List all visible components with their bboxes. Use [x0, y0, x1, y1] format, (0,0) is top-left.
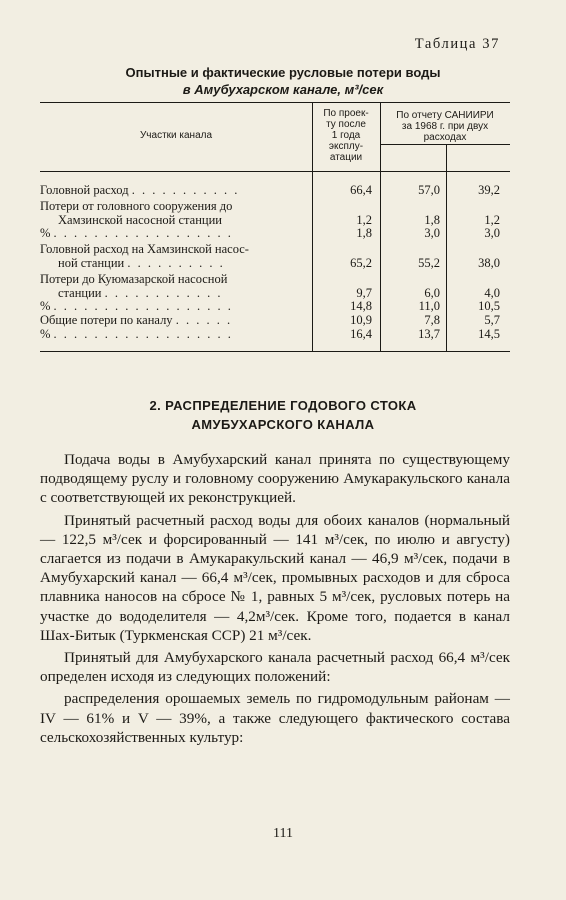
paragraph-2: Принятый расчетный расход воды для обоих каналов (нормальный — 122,5 м³/сек и форсированный — 141 м³/сек, по июлю и августу) слагается из подачи в Амукаракульский канал — 46,9 м³/сек, подачи в Амубухарский канал — 66,4 м³/сек, промывных расходов и для сброса плавника наносов на сбросе № 1, равных 5 м³/сек, русловых потерь на участке до вододелителя — 4,2м³/сек. Кроме того, подается в канал Шах-Битык (Туркменская ССР) 21 м³/сек. [40, 511, 510, 644]
table-top-rule [40, 102, 510, 103]
row-label-text: % [40, 327, 51, 341]
row-label-text: % [40, 300, 51, 314]
row-label-line [40, 314, 302, 328]
row-label [40, 243, 302, 271]
row-label-line [40, 227, 302, 241]
row-label-line [40, 184, 302, 198]
row-value-1: 65,2 [350, 255, 372, 270]
row-label [40, 227, 302, 241]
row-value-1: 9,7 [356, 285, 372, 300]
row-value-3: 3,0 [484, 226, 500, 241]
row-label-line: Потери от головного сооружения до [40, 199, 233, 213]
row-label-line [40, 287, 302, 301]
row-label-line: Хамзинской насосной станции [58, 213, 222, 227]
leader-dots: . . . . . . . . . . . . [104, 286, 223, 300]
leader-dots: . . . . . . . . . . [127, 256, 225, 270]
row-label-line: Потери до Куюмазарской насосной [40, 272, 228, 286]
losses-table [40, 102, 510, 352]
leader-dots: . . . . . . [175, 314, 233, 328]
table-row [40, 314, 510, 328]
row-label [40, 184, 302, 198]
body-text [40, 450, 510, 747]
row-label [40, 300, 302, 314]
section-heading-line-1: 2. РАСПРЕДЕЛЕНИЕ ГОДОВОГО СТОКА [149, 398, 417, 413]
table-row [40, 243, 510, 271]
row-value-3: 5,7 [484, 313, 500, 328]
row-label [40, 314, 302, 328]
row-value-3: 38,0 [478, 255, 500, 270]
header-saniiri: По отчету САНИИРИ за 1968 г. при двух расходах [396, 110, 494, 143]
row-value-2: 1,8 [424, 212, 440, 227]
table-title-line-2: в Амубухарском канале, м³/сек [182, 82, 384, 97]
row-value-1: 66,4 [350, 183, 372, 197]
row-value-1: 1,2 [356, 212, 372, 227]
paragraph-4: распределения орошаемых земель по гидромодульным районам — IV — 61% и V — 39%, а также следующего фактического состава сельскохозяйственных культур: [40, 690, 510, 746]
row-label-text: Общие потери по каналу [40, 314, 173, 328]
section-heading [60, 396, 506, 434]
row-label-text: Головной расход [40, 184, 129, 197]
table-subheader-rule [380, 144, 510, 145]
row-label-text: ной станции [58, 256, 125, 270]
row-value-1: 1,8 [356, 226, 372, 241]
row-value-1: 16,4 [350, 326, 372, 341]
row-value-3: 4,0 [484, 285, 500, 300]
leader-dots: . . . . . . . . . . . [131, 184, 240, 197]
row-label-line: Головной расход на Хамзинской насос- [40, 243, 249, 257]
paragraph-1: Подача воды в Амубухарский канал принята по существующему подводящему руслу и головному сооружению Амукаракульского канала с соответствующей их реконструкцией. [40, 451, 510, 507]
header-design: По проек- ту после 1 года эксплу- атации [323, 108, 369, 163]
leader-dots: . . . . . . . . . . . . . . . . . . [53, 300, 233, 314]
row-label [40, 328, 302, 342]
row-value-2: 3,0 [424, 226, 440, 241]
table-row [40, 300, 510, 314]
row-label-text: % [40, 227, 51, 241]
row-value-2: 55,2 [418, 255, 440, 270]
row-label-line [40, 300, 302, 314]
leader-dots: . . . . . . . . . . . . . . . . . . [53, 227, 233, 241]
row-value-3: 10,5 [478, 299, 500, 314]
row-value-2: 57,0 [418, 183, 440, 197]
page-number: 111 [273, 826, 293, 841]
row-value-2: 6,0 [424, 285, 440, 300]
table-title [60, 64, 506, 98]
row-value-2: 11,0 [418, 299, 440, 314]
row-label-line [40, 328, 302, 342]
row-value-2: 7,8 [424, 313, 440, 328]
table-row [40, 200, 510, 228]
table-row [40, 328, 510, 342]
row-label [40, 200, 302, 228]
paragraph-3: Принятый для Амубухарского канала расчетный расход 66,4 м³/сек определен исходя из следующих положений: [40, 649, 510, 686]
table-row [40, 227, 510, 241]
row-value-1: 14,8 [350, 299, 372, 314]
row-label-line [40, 257, 302, 271]
section-heading-line-2: АМУБУХАРСКОГО КАНАЛА [191, 417, 375, 432]
table-title-line-1: Опытные и фактические русловые потери воды [125, 65, 441, 80]
table-body [40, 184, 510, 342]
row-value-3: 1,2 [484, 212, 500, 227]
row-value-2: 13,7 [418, 326, 440, 341]
table-row [40, 184, 510, 198]
row-value-3: 39,2 [478, 183, 500, 197]
table-header-rule [40, 171, 510, 172]
row-label-text: станции [58, 286, 102, 300]
row-value-3: 14,5 [478, 326, 500, 341]
table-number: Таблица 37 [414, 36, 500, 52]
row-value-1: 10,9 [350, 313, 372, 328]
leader-dots: . . . . . . . . . . . . . . . . . . [53, 327, 233, 341]
row-label [40, 273, 302, 301]
table-bottom-rule [40, 351, 510, 352]
table-row [40, 273, 510, 301]
header-sections: Участки канала [139, 130, 213, 141]
